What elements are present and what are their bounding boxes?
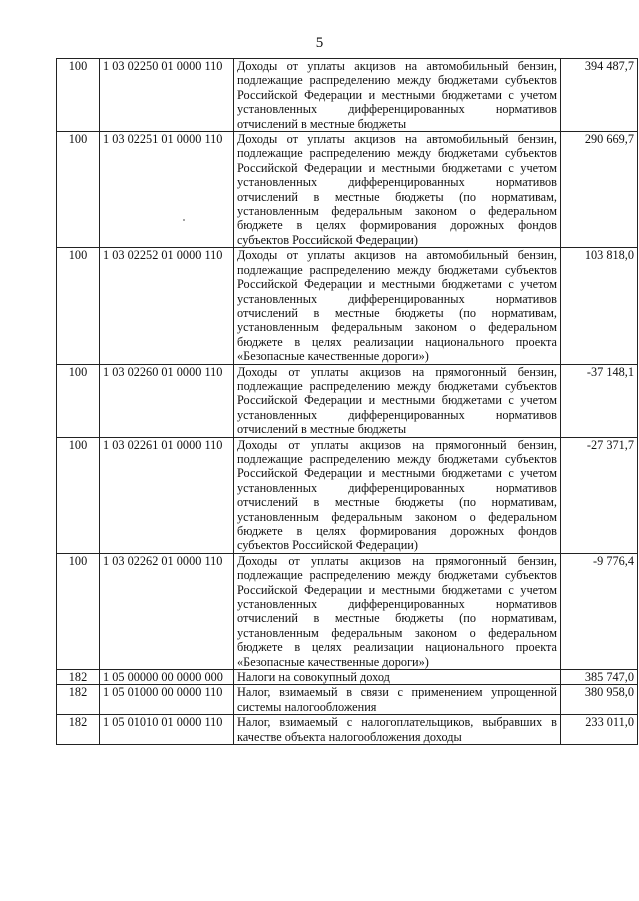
- table-row: [57, 670, 638, 685]
- classification-code-cell: 1 03 02251 01 0000 110: [100, 132, 234, 248]
- amount-cell: 103 818,0: [561, 248, 638, 364]
- revenue-name-cell: Доходы от уплаты акцизов на автомобильный бензин, подлежащие распределению между бюджетами субъектов Российской Федерации и местными бюджетами с учетом установленных дифференцированных нормативов отчислений в местные бюджеты (по нормативам, установленным федеральным законом о федеральном бюджете в целях формирования дорожных фондов субъектов Российской Федерации): [234, 132, 561, 248]
- amount-cell: 385 747,0: [561, 670, 638, 685]
- amount-cell: 290 669,7: [561, 132, 638, 248]
- table-row: [57, 437, 638, 553]
- admin-code-cell: 100: [57, 553, 100, 669]
- table-row: [57, 59, 638, 132]
- amount-cell: -27 371,7: [561, 437, 638, 553]
- amount-cell: -9 776,4: [561, 553, 638, 669]
- classification-code-cell: 1 05 01010 01 0000 110: [100, 715, 234, 745]
- table-row: [57, 364, 638, 437]
- amount-cell: 233 011,0: [561, 715, 638, 745]
- page-number: 5: [315, 35, 324, 51]
- classification-code-cell: 1 03 02261 01 0000 110: [100, 437, 234, 553]
- revenue-name-cell: Налог, взимаемый в связи с применением упрощенной системы налогообложения: [234, 685, 561, 715]
- classification-code-cell: 1 03 02260 01 0000 110: [100, 364, 234, 437]
- admin-code-cell: 100: [57, 437, 100, 553]
- revenue-name-cell: Доходы от уплаты акцизов на автомобильный бензин, подлежащие распределению между бюджетами субъектов Российской Федерации и местными бюджетами с учетом установленных дифференцированных нормативов отчислений в местные бюджеты: [234, 59, 561, 132]
- admin-code-cell: 100: [57, 364, 100, 437]
- admin-code-cell: 182: [57, 670, 100, 685]
- scan-speck: [183, 219, 185, 221]
- classification-code-cell: 1 05 00000 00 0000 000: [100, 670, 234, 685]
- admin-code-cell: 182: [57, 715, 100, 745]
- amount-cell: 394 487,7: [561, 59, 638, 132]
- admin-code-cell: 100: [57, 132, 100, 248]
- classification-code-cell: 1 03 02252 01 0000 110: [100, 248, 234, 364]
- table-row: [57, 685, 638, 715]
- revenue-table: [56, 58, 638, 745]
- admin-code-cell: 182: [57, 685, 100, 715]
- classification-code-cell: 1 05 01000 00 0000 110: [100, 685, 234, 715]
- table-row: [57, 132, 638, 248]
- revenue-name-cell: Налог, взимаемый с налогоплательщиков, выбравших в качестве объекта налогообложения доходы: [234, 715, 561, 745]
- admin-code-cell: 100: [57, 248, 100, 364]
- classification-code-cell: 1 03 02262 01 0000 110: [100, 553, 234, 669]
- amount-cell: -37 148,1: [561, 364, 638, 437]
- revenue-name-cell: Доходы от уплаты акцизов на прямогонный бензин, подлежащие распределению между бюджетами субъектов Российской Федерации и местными бюджетами с учетом установленных дифференцированных нормативов отчислений в местные бюджеты (по нормативам, установленным федеральным законом о федеральном бюджете в целях реализации национального проекта «Безопасные качественные дороги»): [234, 553, 561, 669]
- revenue-name-cell: Доходы от уплаты акцизов на прямогонный бензин, подлежащие распределению между бюджетами субъектов Российской Федерации и местными бюджетами с учетом установленных дифференцированных нормативов отчислений в местные бюджеты: [234, 364, 561, 437]
- admin-code-cell: 100: [57, 59, 100, 132]
- table-row: [57, 248, 638, 364]
- table-row: [57, 715, 638, 745]
- revenue-name-cell: Доходы от уплаты акцизов на прямогонный бензин, подлежащие распределению между бюджетами субъектов Российской Федерации и местными бюджетами с учетом установленных дифференцированных нормативов отчислений в местные бюджеты (по нормативам, установленным федеральным законом о федеральном бюджете в целях формирования дорожных фондов субъектов Российской Федерации): [234, 437, 561, 553]
- revenue-table-body: [57, 59, 638, 745]
- amount-cell: 380 958,0: [561, 685, 638, 715]
- revenue-name-cell: Доходы от уплаты акцизов на автомобильный бензин, подлежащие распределению между бюджетами субъектов Российской Федерации и местными бюджетами с учетом установленных дифференцированных нормативов отчислений в местные бюджеты (по нормативам, установленным федеральным законом о федеральном бюджете в целях реализации национального проекта «Безопасные качественные дороги»): [234, 248, 561, 364]
- table-row: [57, 553, 638, 669]
- revenue-name-cell: Налоги на совокупный доход: [234, 670, 561, 685]
- classification-code-cell: 1 03 02250 01 0000 110: [100, 59, 234, 132]
